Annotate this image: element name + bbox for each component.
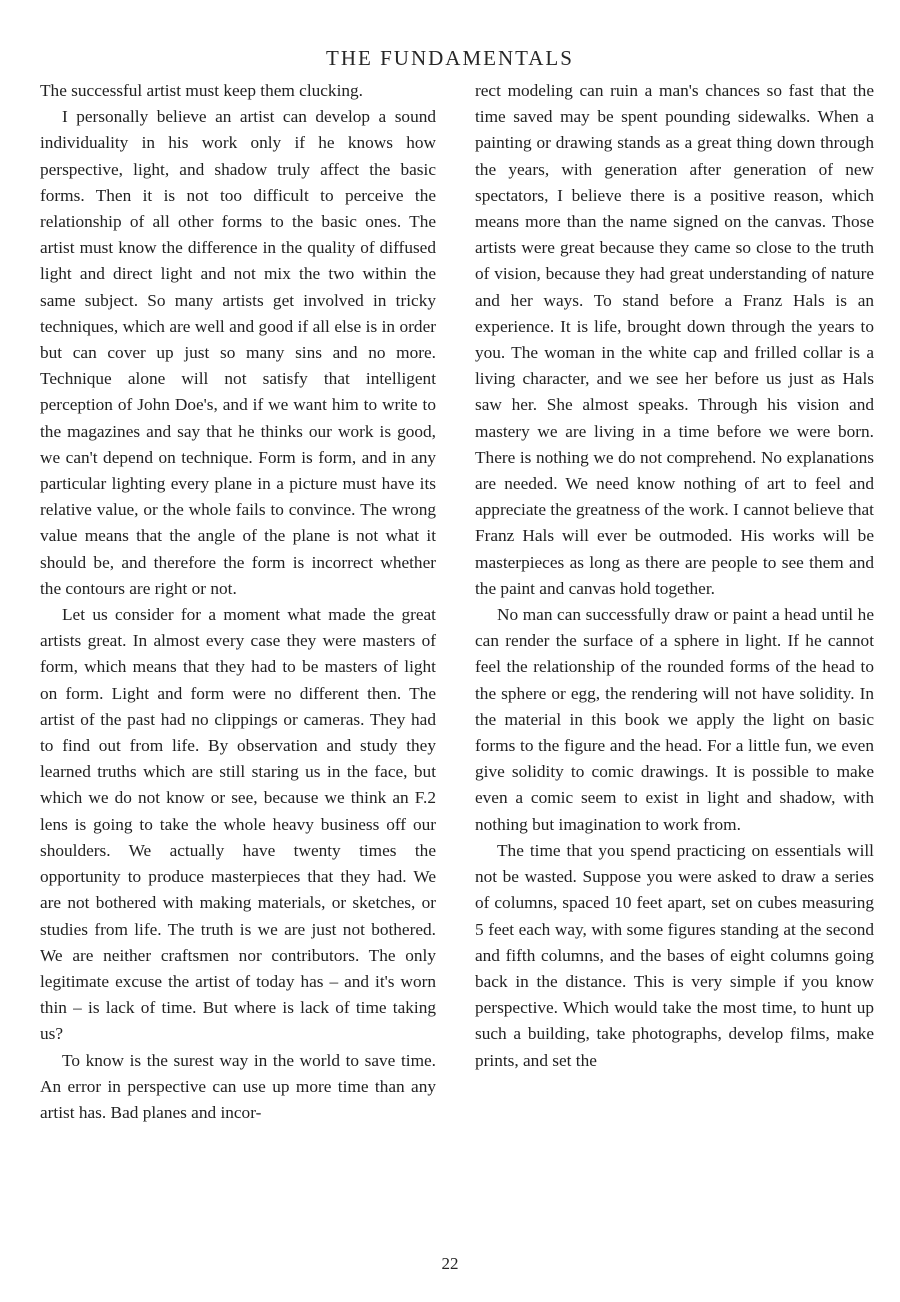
paragraph-continued: rect modeling can ruin a man's chances so fast that the time saved may be spent pounding sidewalks. When a painting or drawing stands as a great thing down through the years, with generation after generation of new spectators, I believe there is a positive reason, which means more than the name signed on the canvas. Those artists were great because they came so close to the truth of vision, because they had great understanding of nature and her ways. To stand before a Franz Hals is an experience. It is life, brought down through the years to you. The woman in the white cap and frilled collar is a living character, and we see her before us just as Hals saw her. She almost speaks. Through his vision and mastery we are living in a time before we were born. There is nothing we do not comprehend. No explanations are needed. We need know nothing of art to feel and appreciate the greatness of the work. I cannot believe that Franz Hals will ever be outmoded. His works will be masterpieces as long as there are people to see them and the paint and canvas hold together. — [475, 81, 874, 598]
paragraph: No man can successfully draw or paint a head until he can render the surface of a sphere in light. If he cannot feel the relationship of the rounded forms of the head to the sphere or egg, the rendering will not have solidity. In the material in this book we apply the light on basic forms to the figure and the head. For a little fun, we even give solidity to comic drawings. It is possible to make even a comic seem to exist in light and shadow, with nothing but imagination to work from. — [475, 605, 874, 834]
left-column — [40, 78, 436, 1126]
running-head: THE FUNDAMENTALS — [326, 46, 574, 70]
paragraph: The time that you spend practicing on essentials will not be wasted. Suppose you were asked to draw a series of columns, spaced 10 feet apart, set on cubes measuring 5 feet each way, with some figures standing at the second and fifth columns, and the bases of eight columns going back in the distance. This is very simple if you know perspective. Which would take the most time, to hunt up such a building, take photographs, develop films, make prints, and set the — [475, 840, 874, 1070]
paragraph-continued: The successful artist must keep them clucking. — [40, 81, 363, 100]
page-number: 22 — [441, 1254, 459, 1273]
paragraph: I personally believe an artist can develop a sound individuality in his work only if he knows how perspective, light, and shadow truly affect the basic forms. Then it is not too difficult to perceive the relationship of all other forms to the basic ones. The artist must know the difference in the quality of diffused light and direct light and not mix the two within the same subject. So many artists get involved in tricky techniques, which are well and good if all else is in order but can cover up just so many sins and no more. Technique alone will not satisfy that intelligent perception of John Doe's, and if we want him to write to the magazines and say that he thinks our work is good, we can't depend on technique. Form is form, and in any particular lighting every plane in a picture must have its relative value, or the whole fails to convince. The wrong value means that the angle of the plane is not what it should be, and therefore the form is incorrect whether the contours are right or not. — [40, 107, 436, 598]
paragraph: To know is the surest way in the world to save time. An error in perspective can use up more time than any artist has. Bad planes and incor- — [40, 1050, 436, 1122]
paragraph: Let us consider for a moment what made the great artists great. In almost every case they were masters of form, which means that they had to be masters of light on form. Light and form were no different then. The artist of the past had no clippings or cameras. They had to find out from life. By observation and study they learned truths which are still staring us in the face, but which we do not know or see, because we think an F.2 lens is going to take the whole heavy business off our shoulders. We actually have twenty times the opportunity to produce masterpieces that they had. We are not bothered with making materials, or sketches, or studies from life. The truth is we are just not bothered. We are neither craftsmen nor contributors. The only legitimate excuse the artist of today has – and it's worn thin – is lack of time. But where is lack of time taking us? — [40, 605, 436, 1044]
right-column — [475, 78, 874, 1074]
